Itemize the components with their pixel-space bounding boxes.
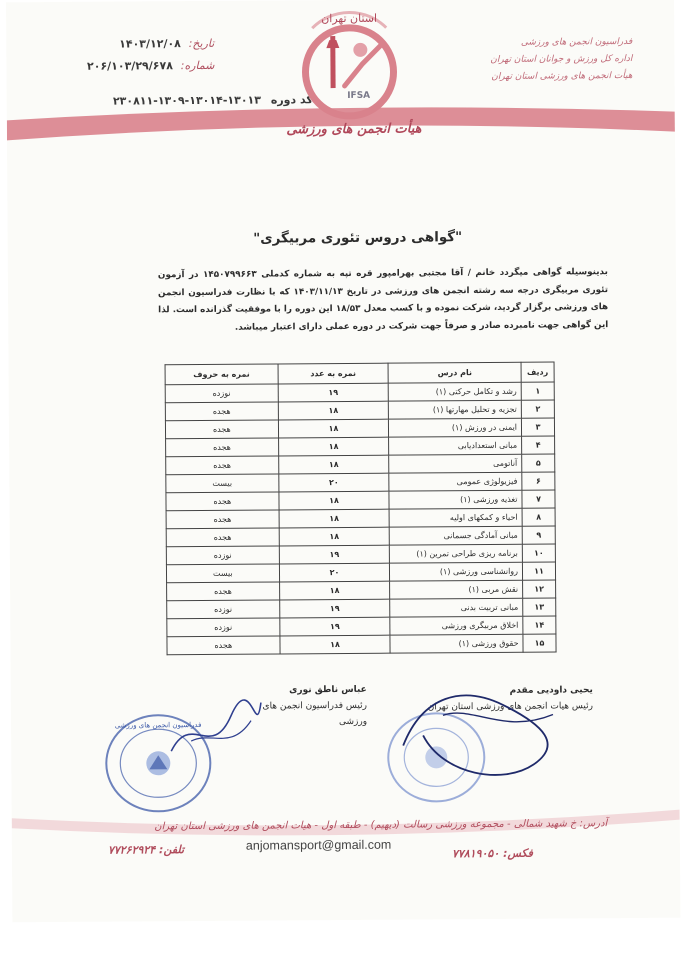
score-words: نوزده bbox=[166, 546, 279, 565]
score-digits: ۲۰ bbox=[279, 563, 390, 582]
course-name: مبانی استعدادیابی bbox=[389, 436, 522, 455]
course-name: احیاء و کمکهای اولیه bbox=[389, 508, 522, 527]
ministry-line-1: فدراسیون انجمن های ورزشی bbox=[520, 36, 633, 48]
number-value: ۲۰۶/۱۰۳/۲۹/۶۷۸ bbox=[86, 59, 173, 73]
date-label: تاریخ: bbox=[188, 36, 215, 51]
ministry-line-2: اداره کل ورزش و جوانان استان تهران bbox=[490, 53, 633, 65]
row-num: ۲ bbox=[521, 400, 554, 418]
row-num: ۷ bbox=[522, 490, 555, 508]
course-name: فیزیولوژی عمومی bbox=[389, 472, 522, 491]
score-digits: ۱۸ bbox=[279, 581, 390, 600]
row-num: ۱۱ bbox=[522, 562, 555, 580]
score-digits: ۱۸ bbox=[278, 401, 389, 420]
score-words: نوزده bbox=[167, 618, 280, 637]
score-digits: ۱۸ bbox=[280, 635, 391, 654]
score-digits: ۱۸ bbox=[279, 509, 390, 528]
course-name: تغذیه ورزشی (۱) bbox=[389, 490, 522, 509]
course-name: آناتومی bbox=[389, 454, 522, 473]
score-digits: ۱۸ bbox=[278, 455, 389, 474]
course-name: مبانی آمادگی جسمانی bbox=[390, 526, 523, 545]
score-words: نوزده bbox=[165, 384, 278, 403]
grades-table bbox=[165, 362, 557, 656]
course-name: مبانی تربیت بدنی bbox=[390, 598, 523, 617]
footer-fax: فکس: ۷۷۸۱۹۰۵۰ bbox=[451, 846, 533, 861]
row-num: ۹ bbox=[522, 526, 555, 544]
score-digits: ۱۸ bbox=[278, 437, 389, 456]
score-digits: ۱۸ bbox=[278, 419, 389, 438]
row-num: ۱۴ bbox=[523, 616, 556, 634]
score-digits: ۱۸ bbox=[279, 491, 390, 510]
footer-email: anjomansport@gmail.com bbox=[245, 837, 392, 853]
score-words: بیست bbox=[166, 474, 279, 493]
footer-address: آدرس: خ شهید شمالی - مجموعه ورزشی رسالت (دیهیم) - طبقه اول - هیات انجمن های ورزشی استان تهران bbox=[154, 818, 608, 833]
row-num: ۶ bbox=[522, 472, 555, 490]
logo-org-name: هیأت انجمن های ورزشی bbox=[286, 121, 422, 138]
row-num: ۳ bbox=[521, 418, 554, 436]
course-name: ایمنی در ورزش (۱) bbox=[389, 418, 522, 437]
left-signature-icon bbox=[161, 690, 272, 771]
table-header-row bbox=[165, 362, 554, 385]
certificate-page bbox=[6, 0, 680, 922]
date-line bbox=[64, 33, 214, 56]
row-num: ۸ bbox=[522, 508, 555, 526]
course-code-label: کد دوره bbox=[270, 93, 313, 107]
course-code-value: ۱۳۰۱۳-۱۳۰۱۴-۱۳۰۹-۲۳۰۸۱۱ bbox=[112, 93, 262, 108]
score-digits: ۱۹ bbox=[280, 617, 391, 636]
score-words: هجده bbox=[166, 492, 279, 511]
ministry-lines bbox=[472, 34, 632, 86]
logo-arc-text: استان تهران bbox=[321, 11, 378, 26]
course-name: رشد و تکامل حرکتی (۱) bbox=[389, 382, 522, 401]
row-num: ۴ bbox=[522, 436, 555, 454]
score-digits: ۲۰ bbox=[279, 473, 390, 492]
left-signer-title: رئیس فدراسیون انجمن های ورزشی bbox=[262, 700, 368, 728]
score-words: هجده bbox=[166, 438, 279, 457]
right-signer-title: رئیس هیات انجمن های ورزشی استان تهران bbox=[427, 701, 593, 713]
score-words: هجده bbox=[166, 456, 279, 475]
certificate-title: "گواهی دروس تئوری مربیگری" bbox=[253, 229, 463, 247]
score-words: هجده bbox=[167, 636, 280, 655]
certificate-body: بدینوسیله گواهی میگردد خانم / آقا مجتبی بهرامپور قره تپه به شماره کدملی ۱۴۵۰۷۹۹۶۶۳ در آزمون تئوری مربیگری درجه سه رشته انجمن های ورزشی در تاریخ ۱۴۰۳/۱۱/۱۳ که با نظارت فدراسیون انجمن های ورزشی برگزار گردید، شرکت نموده و با کسب معدل ۱۸/۵۳ این دوره را با موفقیت گذرانده است. لذا این گواهی جهت نامبرده صادر و صرفاً جهت شرکت در دوره عملی دارای اعتبار میباشد. bbox=[157, 267, 609, 333]
score-words: بیست bbox=[166, 564, 279, 583]
right-signature-icon bbox=[383, 674, 574, 785]
course-name: تجزیه و تحلیل مهارتها (۱) bbox=[389, 400, 522, 419]
header-score-words: نمره به حروف bbox=[165, 364, 278, 385]
score-words: هجده bbox=[166, 510, 279, 529]
course-name: برنامه ریزی طراحی تمرین (۱) bbox=[390, 544, 523, 563]
header-meta bbox=[64, 33, 214, 78]
score-words: هجده bbox=[165, 420, 278, 439]
course-name: روانشناسی ورزشی (۱) bbox=[390, 562, 523, 581]
course-name: نقش مربی (۱) bbox=[390, 580, 523, 599]
row-num: ۱۵ bbox=[523, 634, 556, 652]
score-digits: ۱۹ bbox=[279, 545, 390, 564]
row-num: ۵ bbox=[522, 454, 555, 472]
score-digits: ۱۹ bbox=[278, 383, 389, 402]
score-words: هجده bbox=[167, 582, 280, 601]
ifsa-logo bbox=[274, 5, 425, 134]
footer-phone: تلفن: ۷۷۲۶۲۹۲۴ bbox=[107, 843, 185, 857]
left-signer-name: عباس ناطق نوری bbox=[289, 684, 367, 696]
ministry-line-3: هیأت انجمن های ورزشی استان تهران bbox=[491, 70, 633, 82]
header-course-name: نام درس bbox=[388, 362, 521, 383]
course-name: اخلاق مربیگری ورزشی bbox=[390, 616, 523, 635]
row-num: ۱ bbox=[521, 382, 554, 400]
score-words: هجده bbox=[165, 402, 278, 421]
right-signer-name: یحیی داودیی مقدم bbox=[509, 685, 593, 696]
score-digits: ۱۸ bbox=[279, 527, 390, 546]
stamp-text: فدراسیون انجمن های ورزشی bbox=[114, 720, 202, 730]
row-num: ۱۳ bbox=[523, 598, 556, 616]
course-name: حقوق ورزشی (۱) bbox=[390, 634, 523, 653]
number-label: شماره: bbox=[180, 58, 215, 73]
score-words: نوزده bbox=[167, 600, 280, 619]
row-num: ۱۲ bbox=[523, 580, 556, 598]
header-num: ردیف bbox=[521, 362, 554, 382]
header-score-digits: نمره به عدد bbox=[278, 363, 389, 384]
date-value: ۱۴۰۳/۱۲/۰۸ bbox=[119, 37, 181, 51]
row-num: ۱۰ bbox=[522, 544, 555, 562]
score-words: هجده bbox=[166, 528, 279, 547]
score-digits: ۱۹ bbox=[279, 599, 390, 618]
number-line bbox=[64, 55, 214, 78]
logo-badge-text: IFSA bbox=[347, 90, 371, 101]
table-row bbox=[167, 634, 556, 655]
